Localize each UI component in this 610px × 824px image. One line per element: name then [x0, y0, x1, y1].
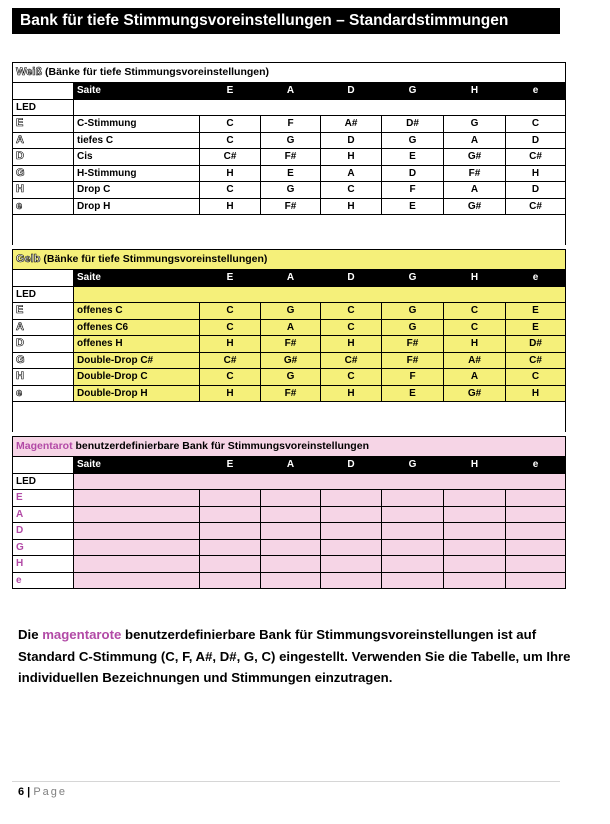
tuning-note: C	[200, 132, 261, 149]
table-row	[13, 116, 566, 133]
user-entry-cell	[74, 556, 200, 573]
tuning-note: C	[200, 369, 261, 386]
header-blank	[13, 270, 74, 287]
tuning-note: A	[444, 369, 506, 386]
tuning-name: C-Stimmung	[74, 116, 200, 133]
tuning-note: H	[200, 165, 261, 182]
tuning-note: G	[382, 303, 444, 320]
tuning-note: F	[382, 182, 444, 199]
led-blank	[74, 286, 566, 303]
tuning-note: F#	[261, 149, 321, 166]
led-letter: E	[16, 117, 24, 129]
user-entry-cell	[506, 523, 566, 540]
user-entry-cell	[382, 556, 444, 573]
user-entry-cell	[506, 572, 566, 589]
gelb-bank-table	[12, 249, 566, 432]
user-entry-cell	[382, 572, 444, 589]
header-string-e-high: e	[506, 83, 566, 100]
gelb-spacer	[13, 402, 566, 433]
user-entry-cell	[200, 572, 261, 589]
tuning-name: Drop C	[74, 182, 200, 199]
tuning-note: C	[321, 319, 382, 336]
tuning-note: G#	[444, 385, 506, 402]
tuning-note: H	[200, 198, 261, 215]
page-number: 6	[18, 786, 25, 798]
user-entry-cell	[321, 572, 382, 589]
tuning-note: E	[382, 149, 444, 166]
tuning-note: C#	[506, 352, 566, 369]
weiss-bank-table	[12, 62, 566, 245]
tuning-note: E	[382, 385, 444, 402]
user-entry-cell	[321, 523, 382, 540]
weiss-caption-desc: (Bänke für tiefe Stimmungsvoreinstellungen)	[42, 66, 270, 78]
tuning-note: G	[261, 303, 321, 320]
led-label: LED	[13, 286, 74, 303]
tuning-note: D#	[506, 336, 566, 353]
user-entry-cell	[506, 539, 566, 556]
magenta-caption	[13, 437, 566, 457]
led-letter: D	[16, 337, 24, 349]
led-letter: e	[16, 386, 23, 399]
tuning-note: F#	[382, 336, 444, 353]
tuning-note: G	[382, 132, 444, 149]
weiss-caption-row	[13, 63, 566, 83]
tuning-note: D	[506, 132, 566, 149]
user-entry-cell	[382, 506, 444, 523]
tuning-note: H	[506, 165, 566, 182]
note-highlight: magentarote	[42, 627, 122, 642]
tuning-name: offenes C6	[74, 319, 200, 336]
tuning-note: A	[444, 132, 506, 149]
tuning-note: A#	[444, 352, 506, 369]
weiss-label: Weiß	[16, 66, 43, 78]
gelb-header-row	[13, 270, 566, 287]
user-entry-cell	[444, 506, 506, 523]
led-letter: e	[16, 199, 23, 212]
led-cell	[13, 319, 74, 336]
user-entry-cell	[261, 572, 321, 589]
weiss-spacer	[13, 215, 566, 246]
header-string-e-high: e	[506, 270, 566, 287]
led-cell	[13, 116, 74, 133]
table-row	[13, 369, 566, 386]
led-cell	[13, 369, 74, 386]
tuning-note: E	[382, 198, 444, 215]
tuning-note: C	[321, 182, 382, 199]
tuning-note: C	[321, 303, 382, 320]
led-letter: G	[16, 166, 25, 179]
header-string-e-low: E	[200, 457, 261, 474]
led-cell	[13, 132, 74, 149]
tuning-note: D#	[382, 116, 444, 133]
header-saite: Saite	[74, 270, 200, 287]
led-cell: H	[13, 556, 74, 573]
header-string-h: H	[444, 457, 506, 474]
table-row	[13, 539, 566, 556]
tuning-note: E	[506, 303, 566, 320]
tuning-note: H	[444, 336, 506, 353]
tuning-note: C	[200, 303, 261, 320]
led-label: LED	[13, 99, 74, 116]
tuning-note: C	[444, 319, 506, 336]
table-row	[13, 149, 566, 166]
tuning-note: H	[506, 385, 566, 402]
magenta-bank-table	[12, 436, 566, 589]
user-entry-cell	[382, 490, 444, 507]
header-string-g: G	[382, 83, 444, 100]
led-cell	[13, 182, 74, 199]
tuning-name: H-Stimmung	[74, 165, 200, 182]
user-entry-cell	[444, 572, 506, 589]
header-saite: Saite	[74, 83, 200, 100]
tuning-note: A#	[321, 116, 382, 133]
tuning-note: F#	[382, 352, 444, 369]
tuning-note: H	[321, 385, 382, 402]
tuning-name: Cis	[74, 149, 200, 166]
tuning-note: E	[506, 319, 566, 336]
led-cell	[13, 303, 74, 320]
led-cell: D	[13, 523, 74, 540]
tuning-note: C	[200, 319, 261, 336]
tuning-note: F#	[444, 165, 506, 182]
header-string-e-low: E	[200, 270, 261, 287]
header-string-a: A	[261, 83, 321, 100]
magenta-caption-row	[13, 437, 566, 457]
user-entry-cell	[444, 490, 506, 507]
user-entry-cell	[382, 539, 444, 556]
weiss-header-row	[13, 83, 566, 100]
page-label: Page	[33, 786, 68, 798]
tuning-note: D	[506, 182, 566, 199]
gelb-caption-row	[13, 250, 566, 270]
info-note	[18, 624, 578, 689]
user-entry-cell	[444, 556, 506, 573]
header-string-e-high: e	[506, 457, 566, 474]
header-string-g: G	[382, 270, 444, 287]
led-cell: e	[13, 572, 74, 589]
gelb-caption-desc: (Bänke für tiefe Stimmungsvoreinstellungen)	[40, 253, 268, 265]
tuning-note: G#	[261, 352, 321, 369]
user-entry-cell	[200, 539, 261, 556]
tuning-note: G	[261, 132, 321, 149]
user-entry-cell	[444, 523, 506, 540]
led-cell	[13, 352, 74, 369]
table-row	[13, 336, 566, 353]
tuning-note: H	[200, 385, 261, 402]
led-cell	[13, 198, 74, 215]
tuning-name: offenes C	[74, 303, 200, 320]
user-entry-cell	[261, 539, 321, 556]
tuning-name: offenes H	[74, 336, 200, 353]
table-row	[13, 352, 566, 369]
table-row	[13, 490, 566, 507]
user-entry-cell	[200, 506, 261, 523]
tuning-note: F#	[261, 385, 321, 402]
tuning-note: C	[200, 116, 261, 133]
tuning-note: G	[444, 116, 506, 133]
table-row	[13, 132, 566, 149]
tuning-note: F#	[261, 198, 321, 215]
gelb-led-row	[13, 286, 566, 303]
table-row	[13, 385, 566, 402]
note-prefix: Die	[18, 627, 43, 642]
led-cell: G	[13, 539, 74, 556]
user-entry-cell	[444, 539, 506, 556]
user-entry-cell	[506, 556, 566, 573]
tuning-note: C	[200, 182, 261, 199]
tuning-note: F#	[261, 336, 321, 353]
table-row	[13, 198, 566, 215]
led-letter: G	[16, 353, 25, 366]
header-saite: Saite	[74, 457, 200, 474]
header-string-h: H	[444, 83, 506, 100]
note-body: benutzerdefinierbare Bank für Stimmungsvoreinstellungen ist auf Standard C-Stimmung (C, F, A#, D#, G, C) eingestellt. Verwenden Sie die Tabelle, um Ihre individuellen Bezeichnungen und Stimmungen einzutragen.	[18, 627, 571, 685]
led-letter: D	[16, 150, 24, 162]
gelb-label: Gelb	[16, 253, 41, 265]
tuning-note: C#	[321, 352, 382, 369]
led-cell: A	[13, 506, 74, 523]
tuning-note: E	[261, 165, 321, 182]
header-string-a: A	[261, 457, 321, 474]
led-cell	[13, 149, 74, 166]
led-cell	[13, 336, 74, 353]
user-entry-cell	[506, 506, 566, 523]
led-letter: H	[16, 183, 24, 195]
magenta-led-row	[13, 473, 566, 490]
led-blank	[74, 99, 566, 116]
header-string-h: H	[444, 270, 506, 287]
tuning-note: G#	[444, 198, 506, 215]
magenta-label: Magentarot	[16, 440, 73, 452]
led-cell: E	[13, 490, 74, 507]
user-entry-cell	[74, 506, 200, 523]
tuning-note: H	[321, 198, 382, 215]
tuning-note: C	[506, 369, 566, 386]
user-entry-cell	[200, 523, 261, 540]
tuning-note: C#	[200, 149, 261, 166]
header-string-d: D	[321, 457, 382, 474]
led-letter: A	[16, 320, 24, 333]
led-letter: A	[16, 133, 24, 146]
page-footer	[18, 786, 67, 798]
user-entry-cell	[200, 490, 261, 507]
led-label: LED	[13, 473, 74, 490]
header-string-d: D	[321, 270, 382, 287]
tuning-note: F	[382, 369, 444, 386]
table-row	[13, 319, 566, 336]
tuning-note: H	[321, 149, 382, 166]
tuning-note: G	[261, 182, 321, 199]
header-blank	[13, 83, 74, 100]
user-entry-cell	[506, 490, 566, 507]
tuning-note: C	[321, 369, 382, 386]
tuning-note: F	[261, 116, 321, 133]
user-entry-cell	[321, 539, 382, 556]
page-header: Bank für tiefe Stimmungsvoreinstellungen – Standardstimmungen	[12, 8, 560, 34]
tuning-note: D	[382, 165, 444, 182]
tuning-note: C#	[506, 149, 566, 166]
led-cell	[13, 385, 74, 402]
user-entry-cell	[261, 523, 321, 540]
table-row	[13, 303, 566, 320]
tuning-note: A	[444, 182, 506, 199]
tuning-name: Drop H	[74, 198, 200, 215]
tuning-name: tiefes C	[74, 132, 200, 149]
footer-divider	[12, 781, 560, 782]
tuning-note: H	[321, 336, 382, 353]
tuning-note: G#	[444, 149, 506, 166]
user-entry-cell	[74, 539, 200, 556]
tuning-name: Double-Drop C	[74, 369, 200, 386]
led-letter: H	[16, 370, 24, 382]
table-row	[13, 182, 566, 199]
table-row	[13, 556, 566, 573]
tuning-note: C	[506, 116, 566, 133]
user-entry-cell	[261, 506, 321, 523]
footer-separator: |	[24, 786, 34, 798]
header-string-d: D	[321, 83, 382, 100]
weiss-caption	[13, 63, 566, 83]
table-row	[13, 506, 566, 523]
user-entry-cell	[74, 490, 200, 507]
magenta-caption-desc: benutzerdefinierbare Bank für Stimmungsvoreinstellungen	[72, 440, 369, 452]
header-string-g: G	[382, 457, 444, 474]
magenta-header-row	[13, 457, 566, 474]
table-row	[13, 165, 566, 182]
header-blank	[13, 457, 74, 474]
header-string-a: A	[261, 270, 321, 287]
table-row	[13, 523, 566, 540]
led-letter: E	[16, 304, 24, 316]
user-entry-cell	[74, 572, 200, 589]
led-cell	[13, 165, 74, 182]
tuning-note: A	[321, 165, 382, 182]
tuning-note: A	[261, 319, 321, 336]
user-entry-cell	[321, 506, 382, 523]
user-entry-cell	[261, 490, 321, 507]
tuning-note: C#	[200, 352, 261, 369]
tuning-note: G	[261, 369, 321, 386]
tuning-note: C#	[506, 198, 566, 215]
weiss-led-row	[13, 99, 566, 116]
tuning-note: D	[321, 132, 382, 149]
tuning-name: Double-Drop H	[74, 385, 200, 402]
table-row	[13, 572, 566, 589]
user-entry-cell	[321, 556, 382, 573]
header-string-e-low: E	[200, 83, 261, 100]
tuning-note: H	[200, 336, 261, 353]
tuning-note: G	[382, 319, 444, 336]
tuning-name: Double-Drop C#	[74, 352, 200, 369]
user-entry-cell	[74, 523, 200, 540]
user-entry-cell	[261, 556, 321, 573]
gelb-caption	[13, 250, 566, 270]
user-entry-cell	[200, 556, 261, 573]
user-entry-cell	[382, 523, 444, 540]
led-blank	[74, 473, 566, 490]
user-entry-cell	[321, 490, 382, 507]
tuning-note: C	[444, 303, 506, 320]
